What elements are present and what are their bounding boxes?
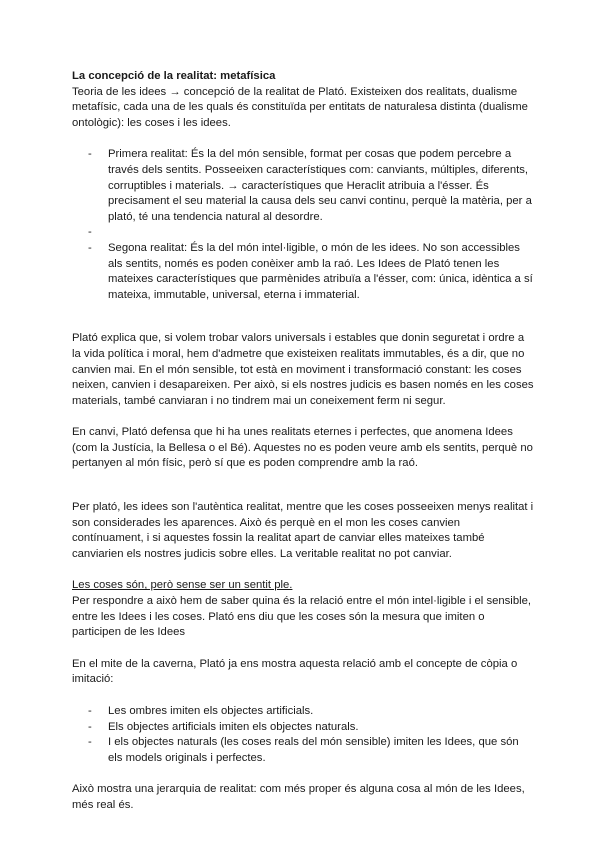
document-page — [72, 69, 534, 814]
list-item — [72, 720, 534, 736]
paragraph: En canvi, Plató defensa que hi ha unes realitats eternes i perfectes, que anomena Idees (com la Justícia, la Bellesa o el Bé). Aquestes no es poden veure amb els sentits, perquè no pertanyen al món físic, però sí que es poden comprendre amb la raó. — [72, 426, 533, 470]
list-item — [72, 735, 534, 766]
list-item-text: Segona realitat: És la del món intel·ligible, o món de les idees. No son accessibles als sentits, només es poden conèixer amb la raó. Les Idees de Plató tenen les mateixes característiques que parmènides atribuïa a l'ésser, com: única, idèntica a sí mateixa, immutable, universal, eterna i immaterial. — [108, 241, 533, 301]
dash-bullet: - — [88, 148, 92, 161]
list-item-text: Els objectes artificials imiten els objectes naturals. — [108, 720, 359, 733]
list-item — [72, 147, 534, 225]
paragraph: Per plató, les idees son l'autèntica realitat, mentre que les coses posseeixen menys realitat i son considerades les aparences. Això és perquè en el mon les coses canvien contínuament, i si aquestes fossin la realitat apart de canviar elles mateixes també canviarien els nostres judicis sobre elles. La veritable realitat no pot canviar. — [72, 501, 534, 560]
list-item — [72, 704, 534, 720]
list-item-text: I els objectes naturals (les coses reals del món sensible) imiten les Idees, que són els models originals i perfectes. — [108, 736, 519, 764]
paragraph: Plató explica que, si volem trobar valors universals i estables que donin seguretat i ordre a la vida política i moral, hem d'admetre que existeixen realitats immutables, és a dir, que no canvien mai. En el món sensible, tot està en moviment i transformació constant: les coses neixen, canvien i desapareixen. Per això, si els nostres judicis es basen només en les coses materials, també canviaran i no tindrem mai un coneixement ferm ni segur. — [72, 332, 534, 407]
dash-bullet: - — [88, 226, 92, 239]
dash-bullet: - — [88, 736, 92, 749]
section-subheading: Les coses són, però sense ser un sentit ple. — [72, 579, 293, 592]
intro-paragraph: Teoria de les idees → concepció de la realitat de Plató. Existeixen dos realitats, dualisme metafísic, cada una de les quals és constituïda per entitats de naturalesa distinta (dualisme ontològic): les coses i les idees. — [72, 85, 528, 129]
list-item — [72, 225, 534, 241]
paragraph: En el mite de la caverna, Plató ja ens mostra aquesta relació amb el concepte de còpia o imitació: — [72, 657, 518, 686]
dash-bullet: - — [88, 241, 92, 254]
paragraph: Per respondre a això hem de saber quina és la relació entre el món intel·ligible i el sensible, entre les Idees i les coses. Plató ens diu que les coses són la mesura que imiten o participen de les Idees — [72, 595, 532, 639]
dash-bullet: - — [88, 720, 92, 733]
list-item-text: Les ombres imiten els objectes artificials. — [108, 705, 314, 717]
dash-bullet: - — [88, 705, 92, 717]
list-item-text: Primera realitat: És la del món sensible, format per cosas que podem percebre a través dels sentits. Posseeixen característiques com: canviants, múltiples, diferents, corruptibles i materials. → característiques que Heraclit atribuia a l'ésser. És precisament el seu material la causa dels seu canvi continu, perquè la matèria, per a plató, té una tendencia natural al desordre. — [108, 148, 532, 223]
realities-list — [72, 147, 534, 303]
document-title: La concepció de la realitat: metafísica — [72, 70, 276, 82]
paragraph: Això mostra una jerarquia de realitat: com més proper és alguna cosa al món de les Idees, més real és. — [72, 783, 525, 811]
list-item — [72, 241, 534, 303]
imitation-list — [72, 704, 534, 766]
